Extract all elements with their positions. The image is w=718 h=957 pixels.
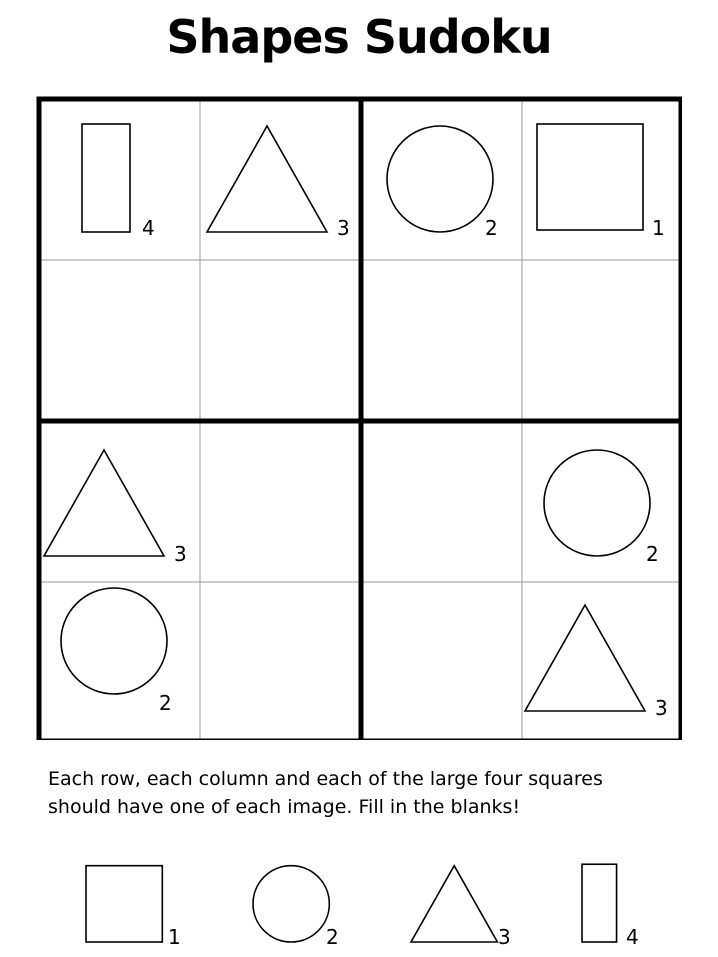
cell-area — [202, 101, 359, 258]
square-icon — [86, 866, 162, 942]
cell-area[interactable] — [363, 584, 520, 740]
legend-item-1 — [86, 866, 181, 949]
cell-r2-c4[interactable] — [524, 262, 681, 419]
instructions — [48, 765, 688, 821]
shape-number: 2 — [646, 542, 659, 566]
cell-r4-c2[interactable] — [202, 584, 359, 740]
shape-number: 3 — [655, 696, 668, 720]
shape-number: 3 — [337, 216, 350, 240]
circle-icon — [253, 866, 329, 942]
cell-r1-c1 — [41, 101, 198, 258]
legend-number: 4 — [626, 925, 639, 949]
instructions-line-2: should have one of each image. Fill in the blanks! — [48, 796, 521, 818]
cell-r4-c4 — [524, 584, 681, 740]
legend-item-4 — [582, 864, 639, 949]
legend-number: 3 — [498, 925, 511, 949]
cell-r1-c3 — [363, 101, 520, 258]
legend-number: 2 — [326, 925, 339, 949]
legend-number: 1 — [168, 925, 181, 949]
cell-area[interactable] — [363, 423, 520, 580]
cell-r3-c1 — [41, 423, 198, 580]
rectangle-icon — [582, 864, 617, 942]
cell-area[interactable] — [363, 262, 520, 419]
triangle-icon — [411, 866, 497, 942]
shape-number: 4 — [142, 216, 155, 240]
cell-r3-c2[interactable] — [202, 423, 359, 580]
shape-legend — [0, 860, 718, 957]
instructions-line-1: Each row, each column and each of the large four squares — [48, 768, 603, 790]
cell-r1-c4 — [524, 101, 681, 258]
cell-r4-c1 — [41, 584, 198, 740]
shape-number: 2 — [485, 216, 498, 240]
cell-r3-c4 — [524, 423, 681, 580]
legend-item-2 — [253, 866, 339, 949]
shape-number: 1 — [652, 216, 665, 240]
cell-r1-c2 — [202, 101, 359, 258]
shape-number: 3 — [174, 542, 187, 566]
sudoku-board — [36, 96, 682, 740]
cell-r2-c2[interactable] — [202, 262, 359, 419]
cell-r2-c3[interactable] — [363, 262, 520, 419]
cell-r2-c1[interactable] — [41, 262, 198, 419]
cell-area[interactable] — [202, 584, 359, 740]
shape-number: 2 — [159, 691, 172, 715]
cell-r3-c3[interactable] — [363, 423, 520, 580]
cell-area[interactable] — [202, 262, 359, 419]
legend-item-3 — [411, 866, 511, 949]
cell-area[interactable] — [524, 262, 681, 419]
cell-r4-c3[interactable] — [363, 584, 520, 740]
page-title: Shapes Sudoku — [166, 10, 552, 64]
cell-area[interactable] — [202, 423, 359, 580]
cell-area[interactable] — [41, 262, 198, 419]
